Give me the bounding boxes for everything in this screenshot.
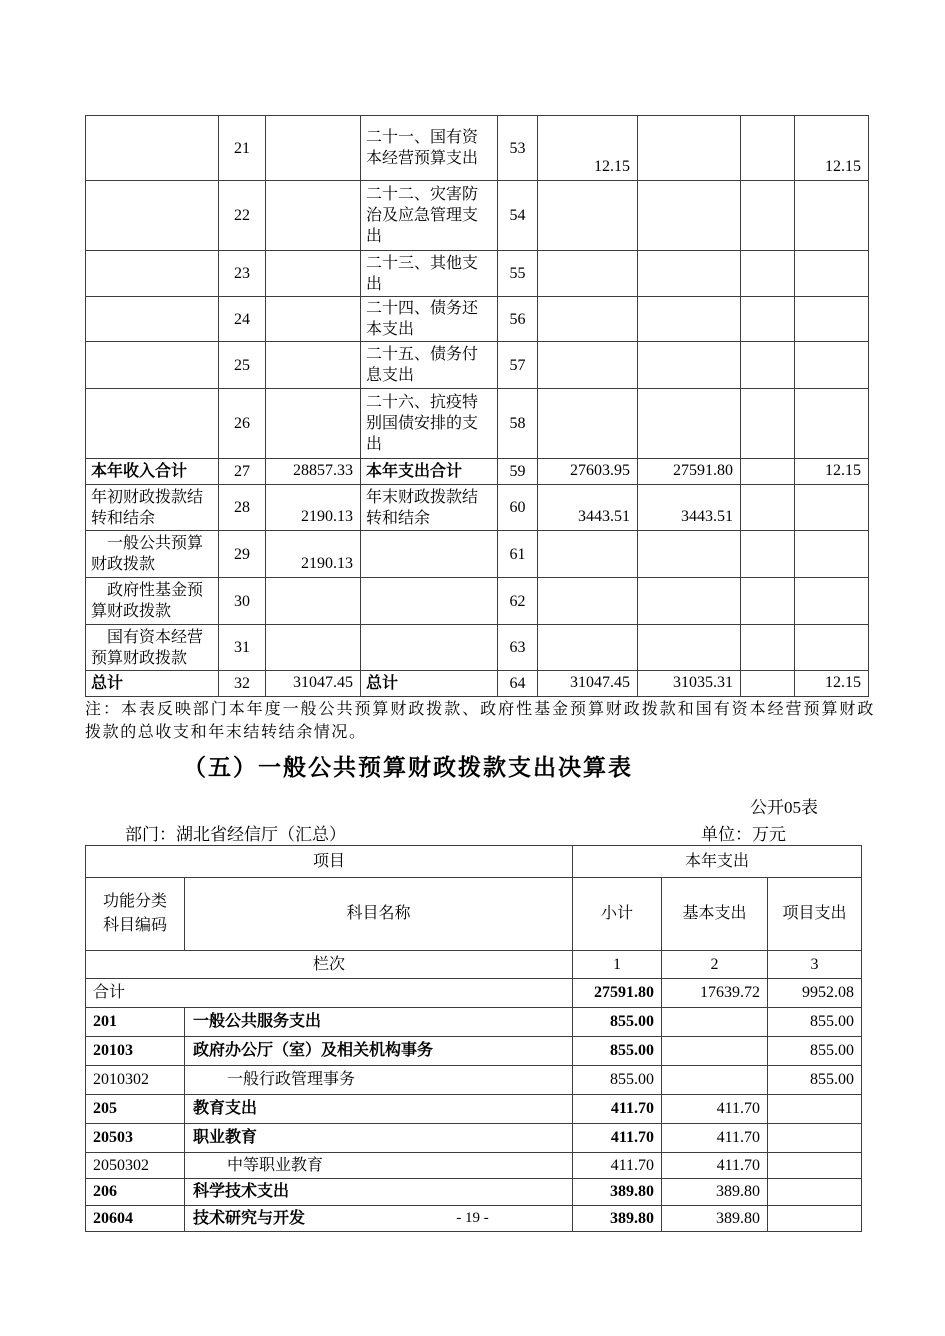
header-row-columns [86,878,862,951]
header-row-groups [86,846,862,878]
expense-item-label: 年末财政拨款结转和结余 [361,485,498,531]
expense-amount-cell-3 [741,389,795,459]
expense-amount-cell-3 [741,625,795,671]
project-expense-amount [768,1124,862,1153]
expense-item-label: 二十二、灾害防治及应急管理支出 [361,181,498,251]
table-row [86,297,869,342]
expense-amount-cell-4 [795,578,869,625]
basic-expense-amount: 411.70 [662,1153,768,1179]
table-row [86,1124,862,1153]
subject-name: 政府办公厅（室）及相关机构事务 [185,1037,573,1066]
subtotal-amount: 389.80 [573,1179,662,1206]
income-amount-cell: 28857.33 [266,459,361,485]
income-amount-cell [266,116,361,181]
subtotal-amount: 389.80 [573,1206,662,1232]
basic-expense-amount: 411.70 [662,1095,768,1124]
income-item-label: 国有资本经营预算财政拨款 [86,625,219,671]
col-index-3: 3 [768,951,862,979]
col-group-current-year-expense: 本年支出 [573,846,862,878]
expense-item-label: 二十一、国有资本经营预算支出 [361,116,498,181]
income-line-number: 23 [219,251,266,297]
table-row [86,1153,862,1179]
basic-expense-amount [662,1037,768,1066]
income-item-label: 本年收入合计 [86,459,219,485]
expense-amount-cell-4 [795,531,869,578]
basic-expense-amount: 411.70 [662,1124,768,1153]
department-label: 部门：湖北省经信厅（汇总） [125,825,346,844]
subtotal-amount: 411.70 [573,1153,662,1179]
col-index-label: 栏次 [86,951,573,979]
project-expense-amount: 855.00 [768,1008,862,1037]
expense-amount-cell-3 [741,578,795,625]
expense-amount-cell-1: 31047.45 [538,671,638,697]
page-number: - 19 - [456,1210,489,1226]
expense-amount-cell-4: 12.15 [795,459,869,485]
basic-expense-amount: 17639.72 [662,979,768,1008]
income-amount-cell: 2190.13 [266,531,361,578]
table-row [86,251,869,297]
col-basic-expense: 基本支出 [662,878,768,951]
subject-name: 职业教育 [185,1124,573,1153]
subject-name: 科学技术支出 [185,1179,573,1206]
expense-amount-cell-1 [538,342,638,389]
expense-item-label: 二十五、债务付息支出 [361,342,498,389]
expense-item-label: 二十四、债务还本支出 [361,297,498,342]
expense-amount-cell-2 [638,625,741,671]
subject-code: 20103 [86,1037,185,1066]
income-amount-cell [266,389,361,459]
public-table-code: 公开05表 [750,798,818,817]
expense-amount-cell-2 [638,578,741,625]
expense-amount-cell-3 [741,485,795,531]
basic-expense-amount: 389.80 [662,1206,768,1232]
expense-line-number: 63 [498,625,538,671]
expense-amount-cell-4 [795,389,869,459]
expense-amount-cell-1 [538,578,638,625]
income-amount-cell [266,251,361,297]
subject-code: 20604 [86,1206,185,1232]
expense-amount-cell-1 [538,389,638,459]
expense-line-number: 61 [498,531,538,578]
expense-amount-cell-2 [638,342,741,389]
income-line-number: 26 [219,389,266,459]
expense-amount-cell-1 [538,625,638,671]
income-item-label [86,116,219,181]
subtotal-amount: 411.70 [573,1124,662,1153]
expenditure-table-body [86,979,862,1232]
subject-name: 一般行政管理事务 [185,1066,573,1095]
income-line-number: 32 [219,671,266,697]
expense-line-number: 64 [498,671,538,697]
income-line-number: 22 [219,181,266,251]
expense-amount-cell-2 [638,531,741,578]
expense-amount-cell-3 [741,531,795,578]
expense-amount-cell-4 [795,181,869,251]
income-line-number: 24 [219,297,266,342]
income-line-number: 25 [219,342,266,389]
expense-line-number: 56 [498,297,538,342]
subtotal-amount: 855.00 [573,1037,662,1066]
subject-name: 技术研究与开发 [185,1206,573,1232]
income-amount-cell [266,625,361,671]
table-row [86,342,869,389]
expense-amount-cell-4 [795,297,869,342]
subtotal-amount: 411.70 [573,1095,662,1124]
income-item-label [86,389,219,459]
expense-amount-cell-1: 12.15 [538,116,638,181]
header-row-index [86,951,862,979]
col-function-code [86,878,185,951]
basic-expense-amount [662,1008,768,1037]
table-row [86,625,869,671]
table-row [86,979,862,1008]
expense-amount-cell-3 [741,181,795,251]
expense-amount-cell-3 [741,297,795,342]
expense-item-label [361,531,498,578]
table-row [86,671,869,697]
expense-amount-cell-1: 27603.95 [538,459,638,485]
income-item-label [86,342,219,389]
expense-amount-cell-1 [538,181,638,251]
income-line-number: 31 [219,625,266,671]
col-project-expense: 项目支出 [768,878,862,951]
table-row [86,578,869,625]
expense-amount-cell-1 [538,251,638,297]
expense-amount-cell-2 [638,181,741,251]
income-line-number: 27 [219,459,266,485]
table-row [86,1095,862,1124]
income-item-label [86,181,219,251]
expense-amount-cell-4: 12.15 [795,671,869,697]
project-expense-amount [768,1153,862,1179]
project-expense-amount: 9952.08 [768,979,862,1008]
row-total-label: 合计 [86,979,573,1008]
income-line-number: 29 [219,531,266,578]
expense-amount-cell-4: 12.15 [795,116,869,181]
income-item-label: 年初财政拨款结转和结余 [86,485,219,531]
subject-code: 2010302 [86,1066,185,1095]
unit-label: 单位：万元 [701,825,786,844]
income-item-label: 政府性基金预算财政拨款 [86,578,219,625]
income-item-label [86,297,219,342]
expense-item-label [361,578,498,625]
expense-amount-cell-3 [741,342,795,389]
project-expense-amount: 855.00 [768,1066,862,1095]
expense-amount-cell-4 [795,485,869,531]
expense-item-label: 本年支出合计 [361,459,498,485]
income-amount-cell [266,297,361,342]
subtotal-amount: 855.00 [573,1008,662,1037]
table-row [86,485,869,531]
project-expense-amount [768,1095,862,1124]
expense-amount-cell-1: 3443.51 [538,485,638,531]
income-line-number: 30 [219,578,266,625]
table-row [86,389,869,459]
section-title: （五）一般公共预算财政拨款支出决算表 [183,755,633,780]
income-item-label: 总计 [86,671,219,697]
income-item-label: 一般公共预算财政拨款 [86,531,219,578]
expense-amount-cell-4 [795,251,869,297]
expense-amount-cell-4 [795,342,869,389]
col-subtotal: 小计 [573,878,662,951]
expense-amount-cell-2: 27591.80 [638,459,741,485]
expense-amount-cell-3 [741,116,795,181]
expense-line-number: 60 [498,485,538,531]
income-amount-cell [266,578,361,625]
income-line-number: 21 [219,116,266,181]
subject-name: 中等职业教育 [185,1153,573,1179]
subtotal-amount: 27591.80 [573,979,662,1008]
expenditure-table-head [86,846,862,979]
table-row [86,1008,862,1037]
summary-table [85,115,869,697]
expense-amount-cell-3 [741,251,795,297]
expense-line-number: 57 [498,342,538,389]
income-amount-cell: 2190.13 [266,485,361,531]
col-index-2: 2 [662,951,768,979]
col-index-1: 1 [573,951,662,979]
subject-name: 一般公共服务支出 [185,1008,573,1037]
income-item-label [86,251,219,297]
subject-code: 201 [86,1008,185,1037]
expense-amount-cell-2 [638,116,741,181]
expense-amount-cell-3 [741,459,795,485]
basic-expense-amount: 389.80 [662,1179,768,1206]
col-subject-name: 科目名称 [185,878,573,951]
income-line-number: 28 [219,485,266,531]
expense-line-number: 58 [498,389,538,459]
subject-name: 教育支出 [185,1095,573,1124]
project-expense-amount [768,1179,862,1206]
expense-amount-cell-4 [795,625,869,671]
subject-code: 20503 [86,1124,185,1153]
table-row [86,181,869,251]
expense-line-number: 55 [498,251,538,297]
subject-code: 206 [86,1179,185,1206]
expense-amount-cell-2: 3443.51 [638,485,741,531]
expense-amount-cell-2 [638,389,741,459]
income-amount-cell [266,181,361,251]
table-row [86,459,869,485]
expenditure-table [85,845,862,1232]
expense-item-label: 二十六、抗疫特别国债安排的支出 [361,389,498,459]
expense-item-label: 二十三、其他支出 [361,251,498,297]
table-row [86,531,869,578]
table-row [86,1179,862,1206]
expense-item-label [361,625,498,671]
table-row [86,116,869,181]
col-group-item: 项目 [86,846,573,878]
expense-amount-cell-2: 31035.31 [638,671,741,697]
expense-amount-cell-1 [538,297,638,342]
subject-code: 2050302 [86,1153,185,1179]
expense-item-label: 总计 [361,671,498,697]
expense-line-number: 59 [498,459,538,485]
subtotal-amount: 855.00 [573,1066,662,1095]
expense-line-number: 53 [498,116,538,181]
col-function-code-label: 功能分类科目编码 [102,893,167,934]
table-note: 注：本表反映部门本年度一般公共预算财政拨款、政府性基金预算财政拨款和国有资本经营预算财政拨款的总收支和年末结转结余情况。 [85,701,875,741]
project-expense-amount: 855.00 [768,1037,862,1066]
summary-table-body [86,116,869,697]
expense-amount-cell-2 [638,297,741,342]
expense-line-number: 54 [498,181,538,251]
subject-code: 205 [86,1095,185,1124]
expense-amount-cell-3 [741,671,795,697]
income-amount-cell [266,342,361,389]
income-amount-cell: 31047.45 [266,671,361,697]
expense-line-number: 62 [498,578,538,625]
expense-amount-cell-1 [538,531,638,578]
table-row [86,1066,862,1095]
table-row [86,1037,862,1066]
basic-expense-amount [662,1066,768,1095]
expense-amount-cell-2 [638,251,741,297]
